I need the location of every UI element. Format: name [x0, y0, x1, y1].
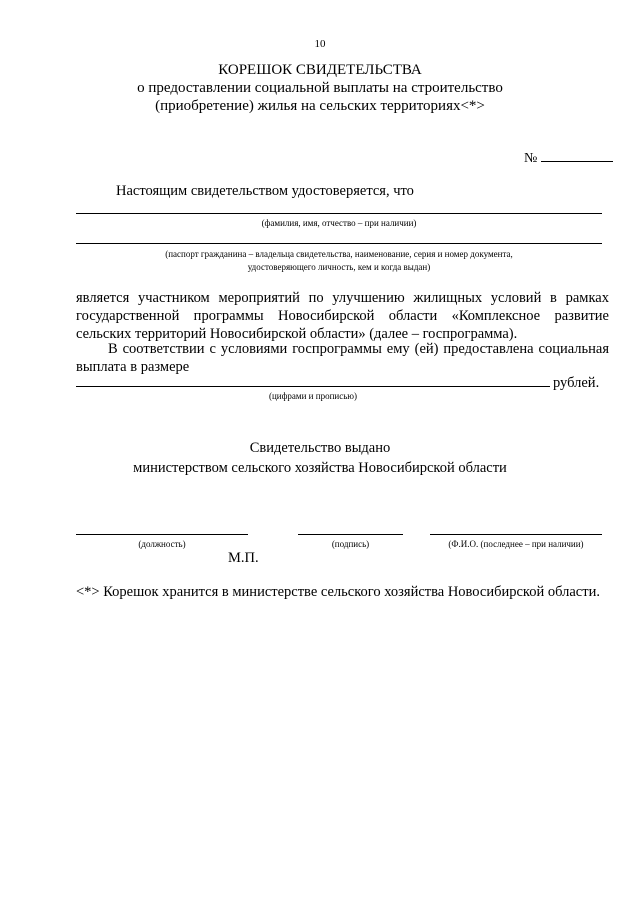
number-blank-line	[541, 149, 613, 162]
footnote: <*> Корешок хранится в министерстве сельского хозяйства Новосибирской области.	[76, 584, 600, 600]
amount-blank-line	[76, 386, 550, 387]
issued-line-1: Свидетельство выдано	[249, 440, 391, 456]
number-label: №	[524, 151, 538, 166]
participant-paragraph: является участником мероприятий по улучшению жилищных условий в рамках государственной программы Новосибирской области «Комплексное развитие сельских территорий Новосибирской области» (далее – госпрограмма).	[76, 290, 609, 342]
passport-hint	[60, 248, 618, 274]
fio-signature-blank-line	[430, 534, 602, 535]
fio-hint: (фамилия, имя, отчество – при наличии)	[261, 218, 417, 228]
title-line-3: (приобретение) жилья на сельских территориях<*>	[155, 98, 485, 114]
rubles-label: рублей.	[553, 375, 600, 391]
position-hint: (должность)	[138, 539, 186, 549]
stamp-place-label: М.П.	[228, 550, 259, 566]
issued-line-2: министерством сельского хозяйства Новосибирской области	[133, 460, 507, 476]
document-title	[0, 61, 640, 115]
intro-text: Настоящим свидетельством удостоверяется, что	[116, 183, 414, 199]
fio-signature-hint: (Ф.И.О. (последнее – при наличии)	[448, 539, 584, 549]
title-line-2: о предоставлении социальной выплаты на строительство	[137, 80, 503, 96]
amount-hint: (цифрами и прописью)	[268, 391, 358, 401]
passport-hint-line-1: (паспорт гражданина – владельца свидетельства, наименование, серия и номер документа,	[165, 249, 513, 259]
signature-blank-line	[298, 534, 403, 535]
position-blank-line	[76, 534, 248, 535]
certificate-number	[524, 149, 613, 167]
fio-blank-line	[76, 213, 602, 214]
issued-block	[0, 438, 640, 478]
page-number: 10	[314, 38, 326, 50]
passport-hint-line-2: удостоверяющего личность, кем и когда выдан)	[247, 262, 431, 272]
passport-blank-line	[76, 243, 602, 244]
payment-paragraph: В соответствии с условиями госпрограммы ему (ей) предоставлена социальная выплата в размере	[76, 341, 609, 375]
signature-hint: (подпись)	[331, 539, 370, 549]
title-line-1: КОРЕШОК СВИДЕТЕЛЬСТВА	[218, 62, 422, 78]
